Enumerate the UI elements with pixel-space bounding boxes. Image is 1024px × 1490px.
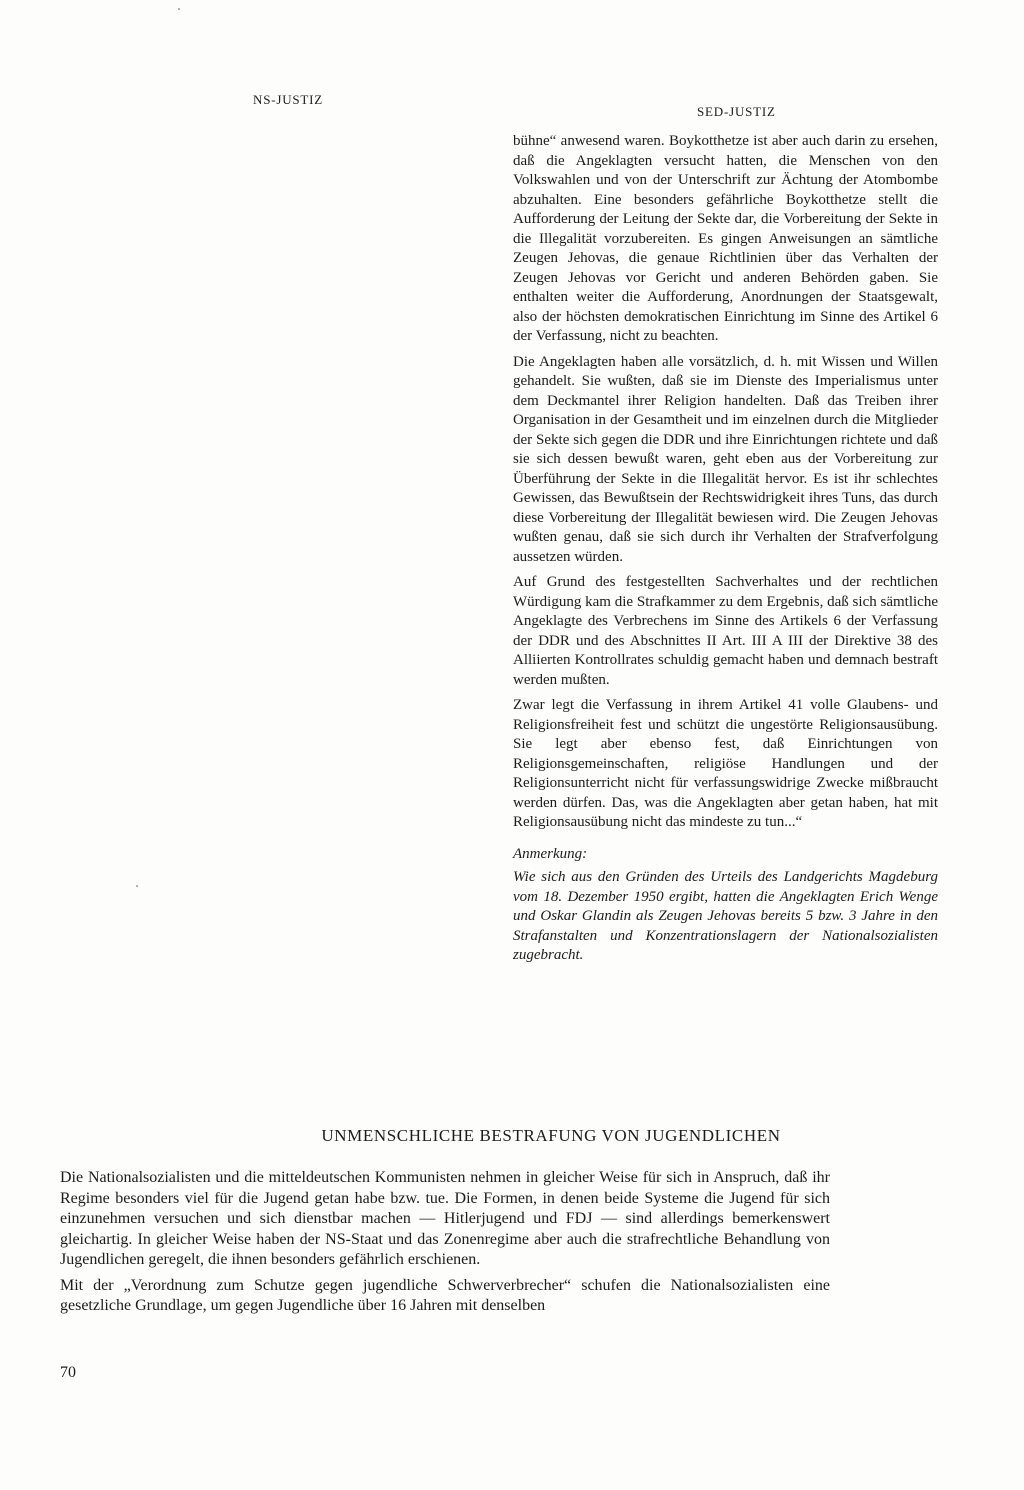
scan-speck xyxy=(136,885,138,887)
paragraph: Die Angeklagten haben alle vorsätzlich, d. h. mit Wissen und Willen gehandelt. Sie wußten, daß sie im Dienste des Imperialismus unter dem Deckmantel ihrer Religion handelten. Daß das Treiben ihrer Organisation in der Gesamtheit und im einzelnen durch die Mitglieder der Sekte sich gegen die DDR und ihre Einrichtungen richtete und daß sie sich dessen bewußt waren, geht eben aus der Vorbereitung zur Überführung der Sekte in die Illegalität hervor. Es ist ihr schlechtes Gewissen, das Bewußtsein der Rechtswidrigkeit ihres Tuns, das durch diese Vorbereitung der Illegalität bewiesen wird. Die Zeugen Jehovas wußten genau, daß sie sich durch ihr Verhalten der Strafverfolgung aussetzen würden. xyxy=(513,353,938,565)
note-text: Wie sich aus den Gründen des Urteils des Landgerichts Magdeburg vom 18. Dezember 1950 ergibt, hatten die Angeklagten Erich Wenge und Oskar Glandin als Zeugen Jehovas bereits 5 bzw. 3 Jahre in den Strafanstalten und Konzentrationslagern der Nationalsozialisten zugebracht. xyxy=(513,869,938,963)
running-header-left: NS-JUSTIZ xyxy=(253,92,324,107)
paragraph: Zwar legt die Verfassung in ihrem Artikel 41 volle Glaubens- und Religionsfreiheit fest und schützt die ungestörte Religionsausübung. Sie legt aber ebenso fest, daß Einrichtungen von Religionsgemeinschaften, religiöse Handlungen und der Religionsunterricht nicht für verfassungswidrige Zwecke mißbraucht werden dürfen. Das, was die Angeklagten aber getan haben, hat mit Religionsausübung nicht das mindeste zu tun...“ xyxy=(513,697,938,830)
paragraph: Mit der „Verordnung zum Schutze gegen jugendliche Schwerverbrecher“ schufen die Nationalsozialisten eine gesetzliche Grundlage, um gegen Jugendliche über 16 Jahren mit denselben xyxy=(60,1276,830,1314)
running-header-right: SED-JUSTIZ xyxy=(697,104,776,119)
paragraph: Auf Grund des festgestellten Sachverhaltes und der rechtlichen Würdigung kam die Strafkammer zu dem Ergebnis, daß sich sämtliche Angeklagte des Verbrechens im Sinne des Artikels 6 der Verfassung der DDR und des Abschnittes II Art. III A III der Direktive 38 des Alliierten Kontrollrates schuldig gemacht haben und demnach bestraft werden mußten. xyxy=(513,574,938,688)
page-number: 70 xyxy=(60,1364,76,1381)
right-column-text xyxy=(513,132,938,972)
paragraph: bühne“ anwesend waren. Boykotthetze ist aber auch darin zu ersehen, daß die Angeklagten versucht hatten, die Menschen von den Volkswahlen und von der Unterschrift zur Ächtung der Atombombe abzuhalten. Eine besonders gefährliche Boykotthetze stellt die Aufforderung der Leitung der Sekte dar, die Vorbereitung der Sekte in die Illegalität vorzubereiten. Es gingen Anweisungen an sämtliche Zeugen Jehovas, die genaue Richtlinien über das Verhalten der Zeugen Jehovas vor Gericht und anderen Behörden gaben. Sie enthalten weiter die Aufforderung, Anordnungen der Staatsgewalt, also der höchsten demokratischen Einrichtung im Sinne des Artikel 6 der Verfassung, nicht zu beachten. xyxy=(513,133,938,344)
paragraph: Die Nationalsozialisten und die mitteldeutschen Kommunisten nehmen in gleicher Weise für sich in Anspruch, daß ihr Regime besonders viel für die Jugend getan habe bzw. tue. Die Formen, in denen beide Systeme die Jugend für sich einzunehmen versuchen und sich dienstbar machen — Hitlerjugend und FDJ — sind allerdings bemerkenswert gleichartig. In gleicher Weise haben der NS-Staat und das Zonenregime aber auch die strafrechtliche Behandlung von Jugendlichen geregelt, die ihnen besonders gefährlich erschienen. xyxy=(60,1169,830,1268)
section-title: UNMENSCHLICHE BESTRAFUNG VON JUGENDLICHEN xyxy=(321,1126,781,1145)
note-label: Anmerkung: xyxy=(513,845,588,862)
section-body xyxy=(60,1168,830,1322)
scan-speck xyxy=(178,8,180,10)
